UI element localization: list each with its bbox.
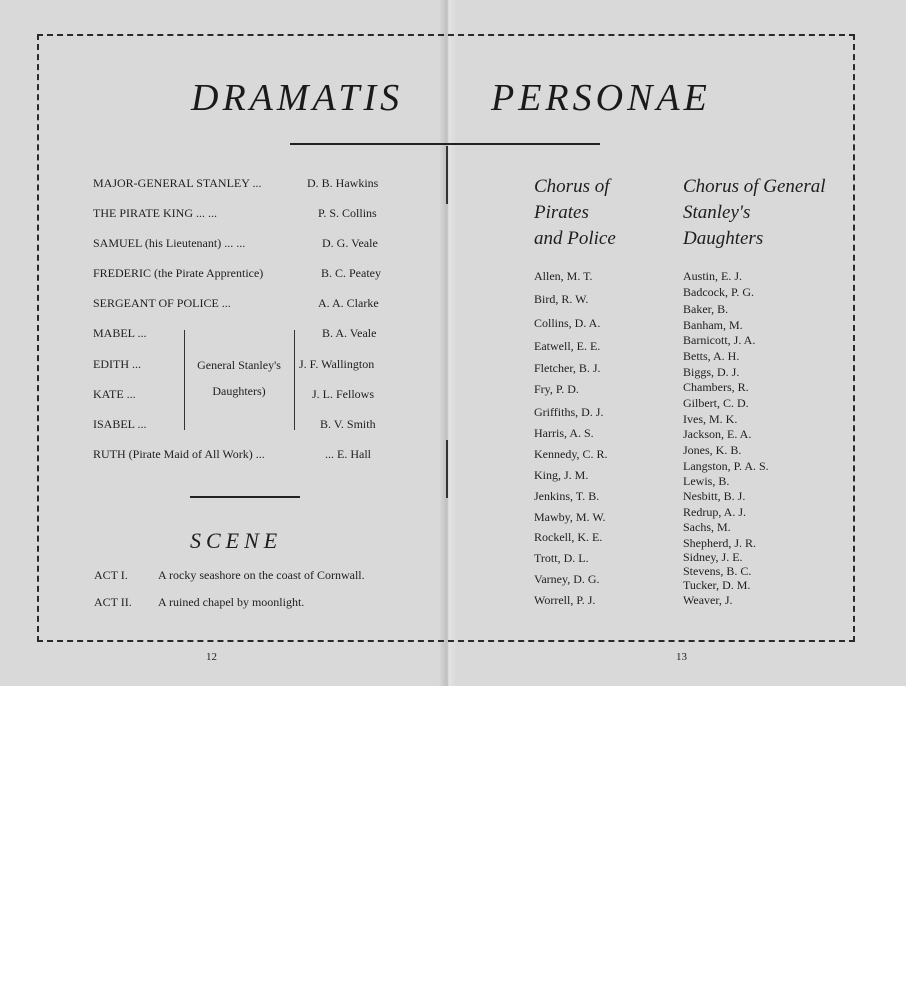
- actor-name: J. F. Wallington: [299, 357, 375, 371]
- actor-name: ... E. Hall: [325, 447, 371, 461]
- daughter-name: Baker, B.: [683, 302, 729, 316]
- heading-line: Daughters: [683, 228, 764, 249]
- pirates-chorus-heading: [534, 174, 616, 252]
- heading-line: Pirates: [534, 202, 589, 223]
- pirate-name: King, J. M.: [534, 468, 589, 482]
- daughter-name: Shepherd, J. R.: [683, 536, 756, 550]
- title-left: DRAMATIS: [191, 77, 404, 119]
- pirate-name: Rockell, K. E.: [534, 530, 603, 544]
- daughter-name: Chambers, R.: [683, 380, 749, 394]
- role-label: KATE ...: [93, 387, 136, 401]
- role-label: MABEL ...: [93, 326, 147, 340]
- pirate-name: Fletcher, B. J.: [534, 361, 601, 375]
- role-label: SERGEANT OF POLICE ...: [93, 296, 231, 310]
- pirate-name: Griffiths, D. J.: [534, 405, 604, 419]
- daughter-name: Jackson, E. A.: [683, 427, 752, 441]
- act-label: ACT I.: [94, 568, 128, 582]
- actor-name: D. B. Hawkins: [307, 176, 379, 190]
- pirate-name: Worrell, P. J.: [534, 593, 596, 607]
- actor-name: J. L. Fellows: [312, 387, 375, 401]
- title-right: PERSONAE: [491, 77, 711, 119]
- pirate-name: Harris, A. S.: [534, 426, 594, 440]
- daughter-name: Biggs, D. J.: [683, 365, 740, 379]
- daughter-name: Jones, K. B.: [683, 443, 742, 457]
- pirate-name: Kennedy, C. R.: [534, 447, 608, 461]
- pirate-name: Collins, D. A.: [534, 316, 601, 330]
- role-label: EDITH ...: [93, 357, 141, 371]
- daughter-name: Austin, E. J.: [683, 269, 743, 283]
- role-label: RUTH (Pirate Maid of All Work) ...: [93, 447, 265, 461]
- daughter-name: Sachs, M.: [683, 520, 731, 534]
- daughter-name: Betts, A. H.: [683, 349, 740, 363]
- daughter-name: Redrup, A. J.: [683, 505, 746, 519]
- daughter-name: Lewis, B.: [683, 474, 730, 488]
- pirate-name: Bird, R. W.: [534, 292, 589, 306]
- daughter-name: Badcock, P. G.: [683, 285, 754, 299]
- daughter-name: Sidney, J. E.: [683, 550, 743, 564]
- role-label: MAJOR-GENERAL STANLEY ...: [93, 176, 262, 190]
- brace-left: [184, 330, 185, 430]
- heading-line: Stanley's: [683, 202, 751, 223]
- group-label: [187, 352, 291, 404]
- section-rule: [190, 496, 300, 498]
- daughter-name: Banham, M.: [683, 318, 743, 332]
- actor-name: B. V. Smith: [320, 417, 376, 431]
- pirate-name: Allen, M. T.: [534, 269, 593, 283]
- daughter-name: Langston, P. A. S.: [683, 459, 769, 473]
- page-number-right: 13: [676, 651, 687, 663]
- daughter-name: Nesbitt, B. J.: [683, 489, 746, 503]
- daughter-name: Tucker, D. M.: [683, 578, 751, 592]
- actor-name: P. S. Collins: [318, 206, 377, 220]
- brace-right: [294, 330, 295, 430]
- staple-top: [446, 146, 448, 204]
- heading-line: and Police: [534, 228, 616, 249]
- daughter-name: Stevens, B. C.: [683, 564, 752, 578]
- role-label: THE PIRATE KING ... ...: [93, 206, 217, 220]
- pirate-name: Jenkins, T. B.: [534, 489, 600, 503]
- pirate-name: Trott, D. L.: [534, 551, 589, 565]
- actor-name: D. G. Veale: [322, 236, 378, 250]
- heading-line: Chorus of: [534, 176, 610, 197]
- role-label: ISABEL ...: [93, 417, 147, 431]
- pirate-name: Varney, D. G.: [534, 572, 600, 586]
- pirate-name: Mawby, M. W.: [534, 510, 606, 524]
- role-label: FREDERIC (the Pirate Apprentice): [93, 266, 264, 280]
- daughter-name: Ives, M. K.: [683, 412, 738, 426]
- pirate-name: Eatwell, E. E.: [534, 339, 601, 353]
- actor-name: A. A. Clarke: [318, 296, 379, 310]
- page-number-left: 12: [206, 651, 217, 663]
- act-description: A ruined chapel by moonlight.: [158, 595, 305, 609]
- scene-title: SCENE: [190, 528, 283, 553]
- act-description: A rocky seashore on the coast of Cornwall.: [158, 568, 365, 582]
- role-label: SAMUEL (his Lieutenant) ... ...: [93, 236, 246, 250]
- daughter-name: Barnicott, J. A.: [683, 333, 756, 347]
- actor-name: B. A. Veale: [322, 326, 377, 340]
- title-rule: [290, 143, 600, 145]
- daughters-chorus-heading: [683, 174, 826, 252]
- daughter-name: Gilbert, C. D.: [683, 396, 749, 410]
- actor-name: B. C. Peatey: [321, 266, 381, 280]
- staple-bottom: [446, 440, 448, 498]
- act-label: ACT II.: [94, 595, 132, 609]
- heading-line: Chorus of General: [683, 176, 826, 197]
- group-label-line: General Stanley's: [197, 358, 281, 372]
- pirate-name: Fry, P. D.: [534, 382, 579, 396]
- group-label-line: Daughters): [212, 384, 266, 398]
- daughter-name: Weaver, J.: [683, 593, 733, 607]
